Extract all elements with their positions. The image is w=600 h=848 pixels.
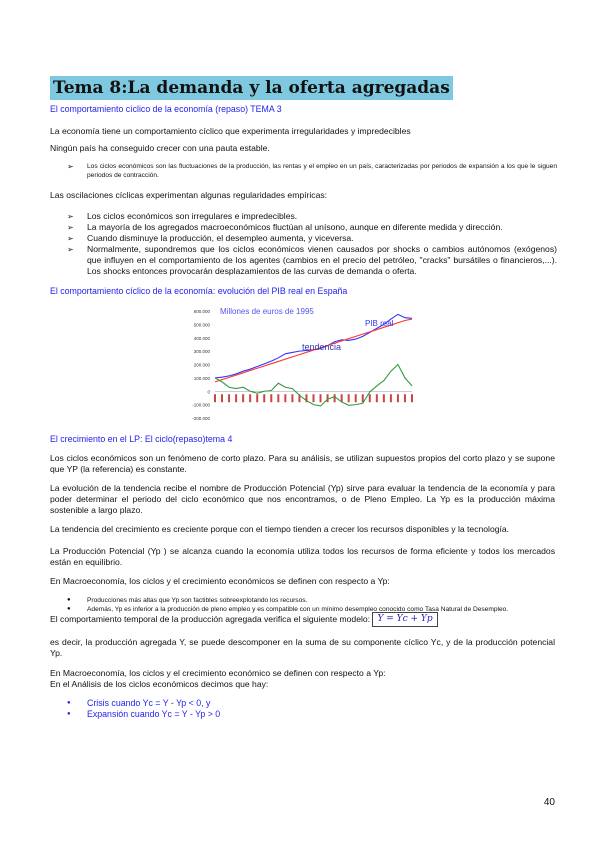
list-item: ➢ La mayoría de los agregados macroeconómicos fluctúan al unísono, aunque en diferente medida y dirección. xyxy=(87,222,557,233)
paragraph: La tendencia del crecimiento es creciente porque con el tiempo tienden a crecer los recursos disponibles y la tecnología. xyxy=(50,524,510,534)
x-tick-label xyxy=(313,394,315,402)
list-item-expansion: ● Expansión cuando Yc = Y - Yp > 0 xyxy=(87,709,487,720)
paragraph: El comportamiento temporal de la producción agregada verifica el siguiente modelo: xyxy=(50,613,371,624)
x-tick-label xyxy=(383,394,385,402)
section-heading-2: El comportamiento cíclico de la economía: evolución del PIB real en España xyxy=(50,286,348,296)
list-item: ➢ Los ciclos económicos son las fluctuaciones de la producción, las rentas y el empleo en un país, caracterizadas por periodos de expansión a los que le siguen periodos de contracción. xyxy=(87,162,557,180)
list-item-crisis: ● Crisis cuando Yc = Y - Yp < 0, y xyxy=(87,698,487,709)
x-tick-label xyxy=(221,394,223,402)
paragraph: Las oscilaciones cíclicas experimentan algunas regularidades empíricas: xyxy=(50,190,328,200)
x-tick-label xyxy=(320,394,322,402)
page-number: 40 xyxy=(543,797,555,808)
x-tick-label xyxy=(284,394,286,402)
formula-box: Y = Yc + Yp xyxy=(372,612,437,627)
y-tick-label: 200.000 xyxy=(193,362,210,368)
paragraph: es decir, la producción agregada Y, se puede descomponer en la suma de su componente cíclico Yc, y de la producción potencial Yp. xyxy=(50,637,555,658)
x-tick-label xyxy=(228,394,230,402)
list-item: ● Además, Yp es inferior a la producción de pleno empleo y es compatible con un mínimo desempleo conocido como Tasa Natural de Desempleo. xyxy=(87,605,557,614)
y-tick-label: 300.000 xyxy=(193,349,210,355)
list-item: ➢ Normalmente, supondremos que los ciclos económicos vienen causados por shocks o cambios autónomos (exógenos) que influyen en el comportamiento de los agentes (cambios en el precio del petróleo, "cracks" bursátiles o financieros,...). Los shocks entonces provocarán desplazamientos de las curvas de demanda o oferta. xyxy=(87,244,557,277)
x-tick-label xyxy=(249,394,251,402)
x-tick-label xyxy=(411,394,413,402)
paragraph: La evolución de la tendencia recibe el nombre de Producción Potencial (Yp) sirve para evaluar la tendencia de la economía y para poder determinar el periodo del ciclo económico que nos encontramos, o de Pleno Empleo. La Yp es la producción máxima sostenible a largo plazo. xyxy=(50,483,555,515)
list-item: ● Producciones más altas que Yp son factibles sobreexplotando los recursos. xyxy=(87,596,557,605)
paragraph: Ningún país ha conseguido crecer con una pauta estable. xyxy=(50,143,270,153)
y-tick-label: 0 xyxy=(207,389,210,395)
y-tick-label: 400.000 xyxy=(193,335,210,341)
x-tick-label xyxy=(348,394,350,402)
x-tick-label xyxy=(390,394,392,402)
y-tick-label: 500.000 xyxy=(193,322,210,328)
y-tick-label: 100.000 xyxy=(193,375,210,381)
x-tick-label xyxy=(277,394,279,402)
page-title: Tema 8:La demanda y la oferta agregadas xyxy=(50,76,453,100)
gdp-chart xyxy=(180,300,420,422)
x-tick-label xyxy=(327,394,329,402)
x-tick-label xyxy=(404,394,406,402)
x-tick-label xyxy=(256,394,258,402)
list-item: ➢ Los ciclos económicos son irregulares e impredecibles. xyxy=(87,211,557,222)
y-tick-label: -100.000 xyxy=(192,402,210,408)
x-tick-label xyxy=(270,394,272,402)
list-item: ➢ Cuando disminuye la producción, el desempleo aumenta, y viceversa. xyxy=(87,233,557,244)
section-heading-3: El crecimiento en el LP: El ciclo(repaso)tema 4 xyxy=(50,434,233,444)
x-tick-label xyxy=(291,394,293,402)
section-heading-1: El comportamiento cíclico de la economía (repaso) TEMA 3 xyxy=(50,104,282,114)
x-tick-label xyxy=(214,394,216,402)
x-tick-label xyxy=(263,394,265,402)
paragraph: En Macroeconomía, los ciclos y el crecimiento económico se definen con respecto a Yp: xyxy=(50,668,386,678)
paragraph: En el Análisis de los ciclos económicos decimos que hay: xyxy=(50,679,269,689)
x-tick-label xyxy=(369,394,371,402)
label-pib-real: PIB real xyxy=(365,319,394,328)
label-tendencia: tendencia xyxy=(302,342,342,352)
x-tick-label xyxy=(376,394,378,402)
x-tick-label xyxy=(242,394,244,402)
x-tick-label xyxy=(362,394,364,402)
x-tick-label xyxy=(334,394,336,402)
paragraph: La Producción Potencial (Yp ) se alcanza cuando la economía utiliza todos los recursos de forma eficiente y todos los mercados están en equilibrio. xyxy=(50,546,555,567)
chart-title: Millones de euros de 1995 xyxy=(220,307,314,316)
x-tick-label xyxy=(235,394,237,402)
y-tick-label: 600.000 xyxy=(193,309,210,314)
paragraph: En Macroeconomía, los ciclos y el crecimiento económicos se definen con respecto a Yp: xyxy=(50,576,390,586)
y-tick-label: -200.000 xyxy=(192,416,210,421)
x-tick-label xyxy=(397,394,399,402)
x-tick-label xyxy=(355,394,357,402)
paragraph: Los ciclos económicos son un fenómeno de corto plazo. Para su análisis, se utilizan supuestos propios del corto plazo y se supone que YP (la referencia) es constante. xyxy=(50,453,555,474)
paragraph: La economía tiene un comportamiento cíclico que experimenta irregularidades y impredecibles xyxy=(50,126,411,136)
